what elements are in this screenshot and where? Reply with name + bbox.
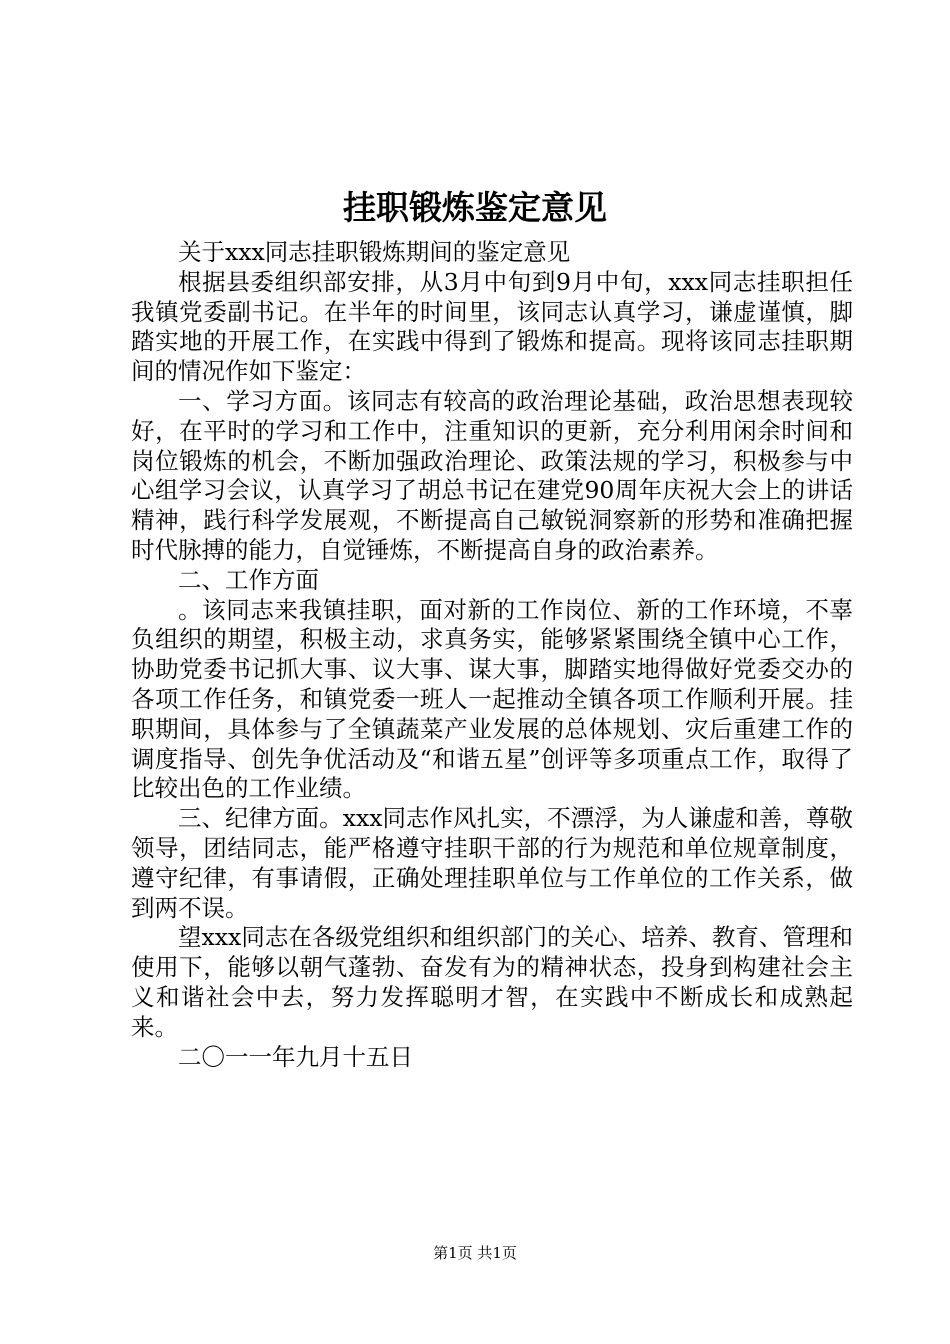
closing-paragraph: 望xxx同志在各级党组织和组织部门的关心、培养、教育、管理和使用下，能够以朝气蓬勃、奋发有为的精神状态，投身到构建社会主义和谐社会中去，努力发挥聪明才智，在实践中不断成长和成熟起来。 [131, 923, 853, 1041]
study-section-paragraph: 一、学习方面。该同志有较高的政治理论基础，政治思想表现较好，在平时的学习和工作中，注重知识的更新，充分利用闲余时间和岗位锻炼的机会，不断加强政治理论、政策法规的学习，积极参与中心组学习会议，认真学习了胡总书记在建党90周年庆祝大会上的讲话精神，践行科学发展观，不断提高自己敏锐洞察新的形势和准确把握时代脉搏的能力，自觉锤炼，不断提高自身的政治素养。 [131, 386, 853, 564]
date-line: 二〇一一年九月十五日 [178, 1042, 413, 1071]
discipline-section-paragraph: 三、纪律方面。xxx同志作风扎实，不漂浮，为人谦虚和善，尊敬领导，团结同志，能严格遵守挂职干部的行为规范和单位规章制度，遵守纪律，有事请假，正确处理挂职单位与工作单位的工作关系，做到两不误。 [131, 804, 853, 922]
work-section-heading: 二、工作方面 [178, 565, 319, 594]
subject-line: 关于xxx同志挂职锻炼期间的鉴定意见 [178, 238, 571, 266]
document-body [131, 238, 853, 1072]
page-title: 挂职锻炼鉴定意见 [343, 188, 607, 227]
work-section-paragraph: 。该同志来我镇挂职，面对新的工作岗位、新的工作环境，不辜负组织的期望，积极主动，求真务实，能够紧紧围绕全镇中心工作，协助党委书记抓大事、议大事、谋大事，脚踏实地得做好党委交办的各项工作任务，和镇党委一班人一起推动全镇各项工作顺利开展。挂职期间，具体参与了全镇蔬菜产业发展的总体规划、灾后重建工作的调度指导、创先争优活动及“和谐五星”创评等多项重点工作，取得了比较出色的工作业绩。 [131, 595, 853, 803]
intro-paragraph: 根据县委组织部安排，从3月中旬到9月中旬，xxx同志挂职担任我镇党委副书记。在半年的时间里，该同志认真学习，谦虚谨慎，脚踏实地的开展工作，在实践中得到了锻炼和提高。现将该同志挂职期间的情况作如下鉴定： [131, 267, 853, 386]
page-footer: 第1页 共1页 [433, 1244, 517, 1262]
